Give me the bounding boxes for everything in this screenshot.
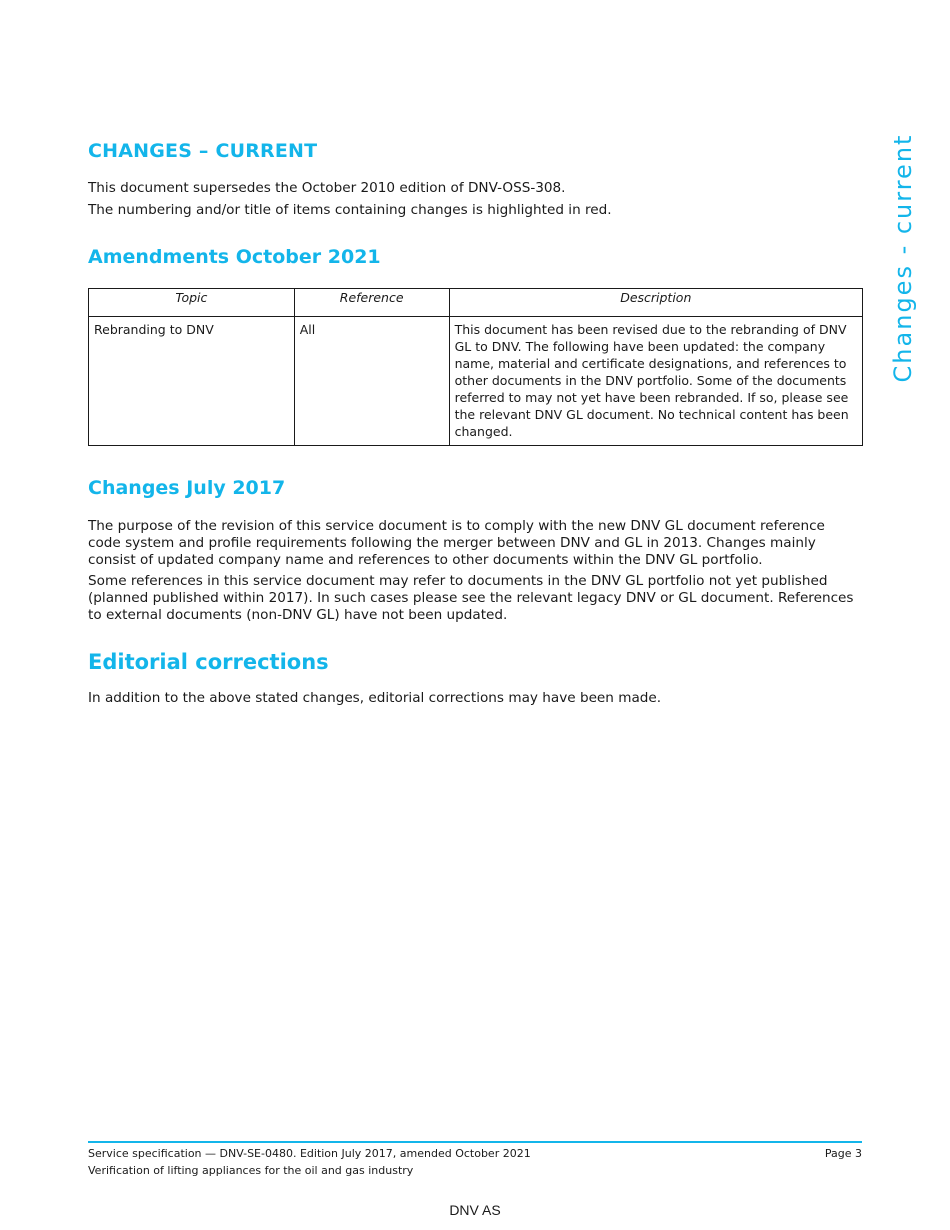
company-name: DNV AS — [449, 1202, 501, 1218]
side-tab-label: Changes - current — [889, 133, 917, 383]
header-topic: Topic — [89, 289, 295, 317]
table-header-row — [89, 289, 863, 317]
amendments-table — [88, 288, 863, 446]
editorial-paragraph: In addition to the above stated changes, editorial corrections may have been made. — [88, 690, 662, 706]
changes-2017-paragraph-1: The purpose of the revision of this service document is to comply with the new DNV GL document reference code system and profile requirements following the merger between DNV and GL in 2013. Changes mainly consist of updated company name and references to other documents within the DNV GL portfolio. — [88, 518, 825, 568]
changes-2017-paragraph-2: Some references in this service document may refer to documents in the DNV GL portfolio not yet published (planned published within 2017). In such cases please see the relevant legacy DNV or GL document. References to external documents (non-DNV GL) have not been updated. — [88, 573, 854, 623]
footer-divider — [88, 1141, 862, 1143]
intro-paragraph-2: The numbering and/or title of items containing changes is highlighted in red. — [88, 202, 612, 218]
footer-page-number: Page 3 — [824, 1147, 862, 1160]
table-row — [89, 317, 863, 446]
header-description: Description — [449, 289, 862, 317]
header-reference: Reference — [294, 289, 449, 317]
cell-topic: Rebranding to DNV — [89, 317, 295, 446]
amendments-title: Amendments October 2021 — [88, 246, 381, 268]
footer-document-subtitle: Verification of lifting appliances for the oil and gas industry — [88, 1164, 414, 1177]
editorial-title: Editorial corrections — [88, 650, 329, 674]
section-title: CHANGES – CURRENT — [88, 140, 318, 162]
footer-document-title: Service specification — DNV-SE-0480. Edition July 2017, amended October 2021 — [88, 1147, 531, 1160]
cell-reference: All — [294, 317, 449, 446]
changes-2017-title: Changes July 2017 — [88, 477, 286, 499]
cell-description: This document has been revised due to the rebranding of DNV GL to DNV. The following have been updated: the company name, material and certificate designations, and references to other documents in the DNV portfolio. Some of the documents referred to may not yet have been rebranded. If so, please see the relevant DNV GL document. No technical content has been changed. — [449, 317, 862, 446]
intro-paragraph-1: This document supersedes the October 2010 edition of DNV-OSS-308. — [88, 180, 566, 196]
